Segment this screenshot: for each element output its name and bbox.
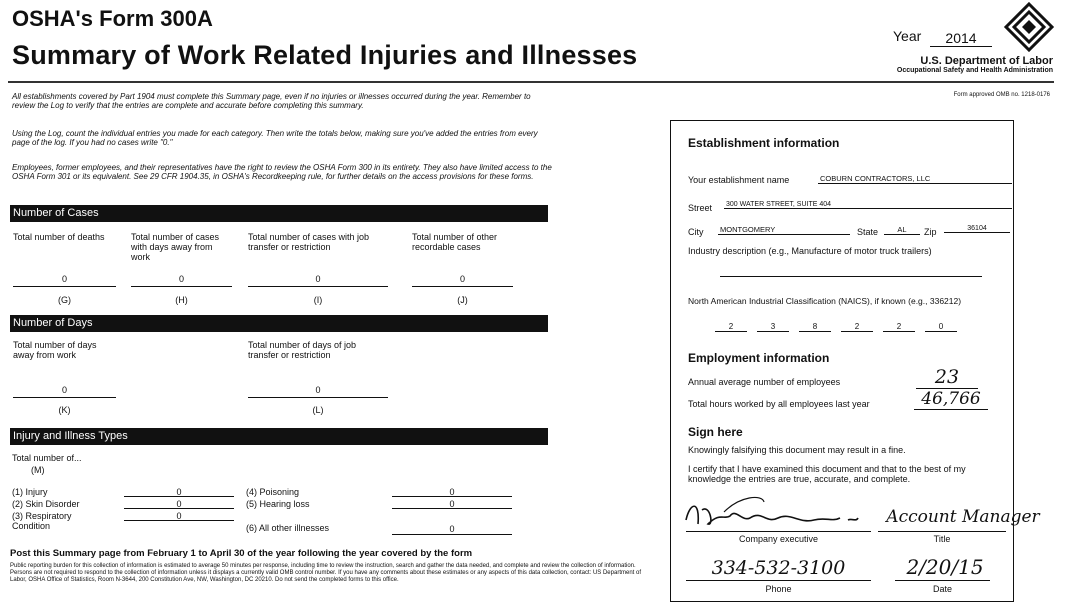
deaths-label: Total number of deaths xyxy=(13,232,105,242)
naics-digit[interactable]: 2 xyxy=(841,322,873,332)
title-line xyxy=(878,531,1006,532)
naics-digit[interactable]: 2 xyxy=(883,322,915,332)
street-label: Street xyxy=(688,203,713,213)
respiratory-value[interactable]: 0 xyxy=(176,511,182,521)
other-cases-line xyxy=(412,286,513,287)
days-away-cases-line xyxy=(131,286,232,287)
hours-worked-value[interactable]: 46,766 xyxy=(914,390,988,410)
other-illnesses-line xyxy=(392,534,512,535)
signature-image xyxy=(680,490,860,536)
poisoning-value[interactable]: 0 xyxy=(449,487,455,497)
days-away-cases-value[interactable]: 0 xyxy=(178,274,184,284)
state-value[interactable]: AL xyxy=(884,225,920,235)
hearing-loss-value[interactable]: 0 xyxy=(449,499,455,509)
dept-name: U.S. Department of Labor xyxy=(920,55,1053,67)
date-value[interactable]: 2/20/15 xyxy=(906,555,984,579)
types-heading: Injury and Illness Types xyxy=(10,428,548,445)
city-label: City xyxy=(688,227,704,237)
dol-logo-icon xyxy=(1002,2,1056,52)
form-title: OSHA's Form 300A xyxy=(12,6,213,31)
days-away-code: (K) xyxy=(58,405,71,415)
post-notice: Post this Summary page from February 1 to April 30 of the year following the year covered by the form xyxy=(10,548,473,559)
skin-disorder-label: (2) Skin Disorder xyxy=(12,499,80,509)
poisoning-line xyxy=(392,496,512,497)
company-exec-line xyxy=(686,531,871,532)
naics-digit[interactable]: 8 xyxy=(799,322,831,332)
days-away-line xyxy=(13,397,116,398)
avg-employees-value[interactable]: 23 xyxy=(916,367,978,389)
employment-heading: Employment information xyxy=(688,351,830,365)
hours-worked-label: Total hours worked by all employees last year xyxy=(688,399,870,409)
naics-digit[interactable]: 3 xyxy=(757,322,789,332)
skin-disorder-value[interactable]: 0 xyxy=(176,499,182,509)
phone-value[interactable]: 334-532-3100 xyxy=(711,557,846,579)
other-illnesses-value[interactable]: 0 xyxy=(449,524,455,534)
days-heading: Number of Days xyxy=(10,315,548,332)
respiratory-label: (3) Respiratory Condition xyxy=(12,511,72,531)
skin-disorder-line xyxy=(124,508,234,509)
days-away-value[interactable]: 0 xyxy=(61,385,67,395)
phone-line xyxy=(686,580,871,581)
year-label: Year xyxy=(893,28,922,44)
industry-line[interactable] xyxy=(720,276,982,277)
other-cases-value[interactable]: 0 xyxy=(459,274,465,284)
intro-p1: All establishments covered by Part 1904 must complete this Summary page, even if no injuries or illnesses occurred during the year. Remember to review the Log to verify that the entries are complete and accurate before completing this summary. xyxy=(12,92,531,110)
date-line xyxy=(895,580,990,581)
naics-digit[interactable]: 0 xyxy=(925,322,957,332)
respiratory-line xyxy=(124,520,234,521)
deaths-line xyxy=(13,286,116,287)
other-cases-code: (J) xyxy=(457,295,468,305)
zip-value[interactable]: 36104 xyxy=(944,225,1010,233)
cases-heading: Number of Cases xyxy=(10,205,548,222)
injury-line xyxy=(124,496,234,497)
transfer-cases-line xyxy=(248,286,388,287)
deaths-value[interactable]: 0 xyxy=(61,274,67,284)
types-total-code: (M) xyxy=(31,465,45,475)
intro-p2: Using the Log, count the individual entries you made for each category. Then write the totals below, making sure you've added the entries from every page of the log. If you had no cases write "0." xyxy=(12,129,538,147)
establishment-heading: Establishment information xyxy=(688,136,840,150)
sign-heading: Sign here xyxy=(688,425,743,439)
hearing-loss-label: (5) Hearing loss xyxy=(246,499,310,509)
transfer-cases-value[interactable]: 0 xyxy=(315,274,321,284)
company-exec-label: Company executive xyxy=(738,534,819,544)
naics-digit[interactable]: 2 xyxy=(715,322,747,332)
year-value: 2014 xyxy=(930,30,992,47)
days-away-cases-label: Total number of cases with days away from work xyxy=(131,232,220,262)
injury-value[interactable]: 0 xyxy=(176,487,182,497)
street-value[interactable]: 300 WATER STREET, SUITE 404 xyxy=(724,201,1012,209)
avg-employees-label: Annual average number of employees xyxy=(688,377,841,387)
intro-p3: Employees, former employees, and their representatives have the right to review the OSHA Form 300 in its entirety. They also have limited access to the OSHA Form 301 or its equivalent. See 29 CFR 1904.35, in OSHA's Recordkeeping rule, for further details on the access provisions for these forms. xyxy=(12,163,552,181)
burden-statement: Public reporting burden for this collection of information is estimated to average 50 minutes per response, including time to review the instruction, search and gather the data needed, and complete and review the collection of information. Persons are not required to respond to the collection of information unless it displays a currently valid OMB control number. If you have any comments about these estimates or any aspects of this data collection, contact: US Department of Labor, OSHA Office of Statistics, Room N-3644, 200 Constitution Ave, NW, Washington, DC 20210. Do not send the completed forms to this office. xyxy=(10,563,641,583)
phone-label: Phone xyxy=(765,584,792,594)
transfer-days-value[interactable]: 0 xyxy=(315,385,321,395)
transfer-cases-label: Total number of cases with job transfer or restriction xyxy=(248,232,370,252)
date-label: Date xyxy=(932,584,952,594)
transfer-cases-code: (I) xyxy=(313,295,323,305)
industry-label: Industry description (e.g., Manufacture of motor truck trailers) xyxy=(688,246,932,256)
injury-label: (1) Injury xyxy=(12,487,48,497)
establishment-name-value[interactable]: COBURN CONTRACTORS, LLC xyxy=(818,174,1012,184)
establishment-name-label: Your establishment name xyxy=(688,175,790,185)
other-cases-label: Total number of other recordable cases xyxy=(412,232,498,252)
city-value[interactable]: MONTGOMERY xyxy=(718,225,850,235)
days-away-label: Total number of days away from work xyxy=(13,340,97,360)
agency-name: Occupational Safety and Health Administration xyxy=(896,67,1053,74)
other-illnesses-label: (6) All other illnesses xyxy=(246,523,330,533)
omb-number: Form approved OMB no. 1218-0176 xyxy=(953,92,1050,98)
sign-certify: I certify that I have examined this document and that to the best of my knowledge the entries are true, accurate, and complete. xyxy=(688,464,966,484)
naics-label: North American Industrial Classification (NAICS), if known (e.g., 336212) xyxy=(688,296,962,306)
state-label: State xyxy=(857,227,879,237)
main-title: Summary of Work Related Injuries and Illnesses xyxy=(12,40,638,70)
days-away-cases-code: (H) xyxy=(175,295,188,305)
transfer-days-label: Total number of days of job transfer or restriction xyxy=(248,340,357,360)
transfer-days-line xyxy=(248,397,388,398)
transfer-days-code: (L) xyxy=(312,405,324,415)
zip-label: Zip xyxy=(924,227,937,237)
header-rule xyxy=(8,81,1054,83)
title-label: Title xyxy=(933,534,951,544)
sign-warning: Knowingly falsifying this document may result in a fine. xyxy=(688,445,906,455)
poisoning-label: (4) Poisoning xyxy=(246,487,300,497)
title-value[interactable]: Account Manager xyxy=(886,507,1040,527)
deaths-code: (G) xyxy=(58,295,71,305)
types-total-label: Total number of... xyxy=(12,453,82,463)
hearing-loss-line xyxy=(392,508,512,509)
